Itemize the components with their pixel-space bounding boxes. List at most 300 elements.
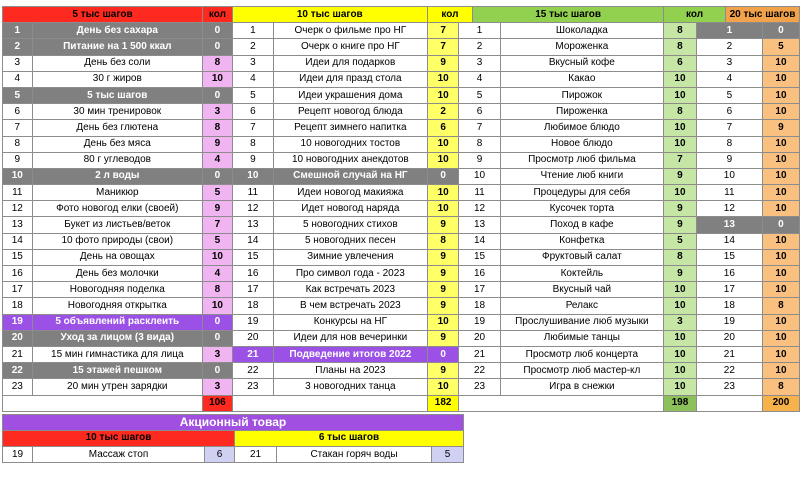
count-10k[interactable]: 9 [427, 363, 459, 379]
row-num-15k: 21 [459, 346, 500, 362]
row-num-10k: 17 [232, 282, 273, 298]
task-5k[interactable]: Букет из листьев/веток [32, 217, 203, 233]
promo-row [3, 447, 464, 463]
count-15k[interactable]: 10 [664, 120, 697, 136]
row-num-20k: 9 [696, 152, 762, 168]
task-5k[interactable]: 30 мин тренировок [32, 104, 203, 120]
count-5k[interactable]: 4 [203, 266, 233, 282]
task-15k[interactable]: Коктейль [500, 266, 664, 282]
count-20k[interactable]: 10 [762, 55, 799, 71]
count-10k[interactable]: 10 [427, 87, 459, 103]
row-num-15k: 17 [459, 282, 500, 298]
row-num-10k: 2 [232, 39, 273, 55]
totals-spacer-5k [3, 395, 203, 411]
count-5k[interactable]: 10 [203, 71, 233, 87]
row-num-20k: 4 [696, 71, 762, 87]
total-10k: 182 [427, 395, 459, 411]
row-num-10k: 14 [232, 233, 273, 249]
header-15k: 15 тыс шагов [473, 7, 664, 23]
count-20k[interactable]: 8 [762, 379, 799, 395]
count-5k[interactable]: 5 [203, 185, 233, 201]
task-10k[interactable]: Идеи для подарков [273, 55, 427, 71]
count-5k[interactable]: 10 [203, 249, 233, 265]
row-num-10k: 9 [232, 152, 273, 168]
count-5k[interactable]: 3 [203, 379, 233, 395]
task-5k[interactable]: День на овощах [32, 249, 203, 265]
row-num-10k: 5 [232, 87, 273, 103]
task-5k[interactable]: Новогодняя поделка [32, 282, 203, 298]
count-20k[interactable]: 10 [762, 185, 799, 201]
row-num-5k: 14 [3, 233, 33, 249]
count-10k[interactable]: 9 [427, 217, 459, 233]
row-num-20k: 7 [696, 120, 762, 136]
task-5k[interactable]: 20 мин утрен зарядки [32, 379, 203, 395]
task-5k[interactable]: 2 л воды [32, 168, 203, 184]
task-5k[interactable]: День без сахара [32, 23, 203, 39]
count-20k[interactable]: 5 [762, 39, 799, 55]
row-num-15k: 1 [459, 23, 500, 39]
count-15k[interactable]: 9 [664, 201, 697, 217]
row-num-15k: 15 [459, 249, 500, 265]
count-15k[interactable]: 10 [664, 379, 697, 395]
task-5k[interactable]: 5 объявлений расклеить [32, 314, 203, 330]
count-15k[interactable]: 9 [664, 168, 697, 184]
count-5k[interactable]: 3 [203, 346, 233, 362]
table-row [3, 217, 800, 233]
row-num-5k: 5 [3, 87, 33, 103]
task-10k[interactable]: Идеи украшения дома [273, 87, 427, 103]
row-num-5k: 13 [3, 217, 33, 233]
count-15k[interactable]: 10 [664, 185, 697, 201]
row-num-20k: 6 [696, 104, 762, 120]
table-row [3, 39, 800, 55]
task-10k[interactable]: 10 новогодних анекдотов [273, 152, 427, 168]
count-15k[interactable]: 10 [664, 298, 697, 314]
row-num-20k: 13 [696, 217, 762, 233]
task-10k[interactable]: Идеи для празд стола [273, 71, 427, 87]
row-num-10k: 8 [232, 136, 273, 152]
row-num-10k: 16 [232, 266, 273, 282]
count-15k[interactable]: 8 [664, 104, 697, 120]
row-num-20k: 19 [696, 314, 762, 330]
count-10k[interactable]: 9 [427, 55, 459, 71]
row-num-15k: 20 [459, 330, 500, 346]
task-10k[interactable]: Подведение итогов 2022 [273, 346, 427, 362]
row-num-15k: 22 [459, 363, 500, 379]
row-num-20k: 3 [696, 55, 762, 71]
task-15k[interactable]: Просмотр люб мастер-кл [500, 363, 664, 379]
count-10k[interactable]: 10 [427, 314, 459, 330]
row-num-5k: 7 [3, 120, 33, 136]
count-10k[interactable]: 0 [427, 168, 459, 184]
count-5k[interactable]: 0 [203, 314, 233, 330]
count-5k[interactable]: 3 [203, 104, 233, 120]
task-10k[interactable]: 3 новогодних танца [273, 379, 427, 395]
task-10k[interactable]: Зимние увлечения [273, 249, 427, 265]
table-row [3, 379, 800, 395]
count-10k[interactable]: 10 [427, 185, 459, 201]
task-15k[interactable]: Прослушивание люб музыки [500, 314, 664, 330]
task-10k[interactable]: Рецепт новогод блюда [273, 104, 427, 120]
count-15k[interactable]: 10 [664, 330, 697, 346]
count-15k[interactable]: 9 [664, 266, 697, 282]
table-row [3, 104, 800, 120]
count-15k[interactable]: 10 [664, 363, 697, 379]
count-20k[interactable]: 10 [762, 314, 799, 330]
row-num-20k: 2 [696, 39, 762, 55]
row-num-5k: 3 [3, 55, 33, 71]
row-num-15k: 13 [459, 217, 500, 233]
count-20k[interactable]: 0 [762, 23, 799, 39]
header-20k: 20 тыс шагов [726, 7, 800, 23]
row-num-15k: 4 [459, 71, 500, 87]
row-num-10k: 7 [232, 120, 273, 136]
count-20k[interactable]: 10 [762, 201, 799, 217]
row-num-15k: 16 [459, 266, 500, 282]
promo-item1-num: 19 [3, 447, 33, 463]
row-num-5k: 6 [3, 104, 33, 120]
row-num-5k: 15 [3, 249, 33, 265]
row-num-20k: 22 [696, 363, 762, 379]
count-20k[interactable]: 10 [762, 346, 799, 362]
total-20k: 200 [762, 395, 799, 411]
row-num-10k: 12 [232, 201, 273, 217]
count-5k[interactable]: 8 [203, 120, 233, 136]
count-15k[interactable]: 10 [664, 346, 697, 362]
count-10k[interactable]: 10 [427, 379, 459, 395]
task-15k[interactable]: Шоколадка [500, 23, 664, 39]
row-num-5k: 12 [3, 201, 33, 217]
task-15k[interactable]: Просмотр люб фильма [500, 152, 664, 168]
row-num-5k: 9 [3, 152, 33, 168]
row-num-10k: 20 [232, 330, 273, 346]
row-num-15k: 10 [459, 168, 500, 184]
row-num-15k: 19 [459, 314, 500, 330]
task-15k[interactable]: Просмотр люб концерта [500, 346, 664, 362]
row-num-20k: 16 [696, 266, 762, 282]
row-num-15k: 8 [459, 136, 500, 152]
count-15k[interactable]: 9 [664, 217, 697, 233]
task-5k[interactable]: 30 г жиров [32, 71, 203, 87]
row-num-15k: 11 [459, 185, 500, 201]
task-10k[interactable]: Как встречать 2023 [273, 282, 427, 298]
count-10k[interactable]: 0 [427, 346, 459, 362]
count-5k[interactable]: 7 [203, 217, 233, 233]
row-num-20k: 15 [696, 249, 762, 265]
row-num-5k: 17 [3, 282, 33, 298]
count-10k[interactable]: 2 [427, 104, 459, 120]
task-15k[interactable]: Процедуры для себя [500, 185, 664, 201]
count-10k[interactable]: 9 [427, 282, 459, 298]
count-20k[interactable]: 10 [762, 233, 799, 249]
row-num-20k: 8 [696, 136, 762, 152]
count-15k[interactable]: 5 [664, 233, 697, 249]
row-num-5k: 1 [3, 23, 33, 39]
row-num-10k: 13 [232, 217, 273, 233]
count-10k[interactable]: 10 [427, 136, 459, 152]
count-20k[interactable]: 10 [762, 249, 799, 265]
row-num-10k: 23 [232, 379, 273, 395]
row-num-10k: 11 [232, 185, 273, 201]
task-15k[interactable]: Игра в снежки [500, 379, 664, 395]
table-row [3, 298, 800, 314]
row-num-5k: 18 [3, 298, 33, 314]
task-5k[interactable]: Уход за лицом (3 вида) [32, 330, 203, 346]
table-row [3, 120, 800, 136]
row-num-20k: 23 [696, 379, 762, 395]
task-5k[interactable]: 10 фото природы (свои) [32, 233, 203, 249]
row-num-15k: 3 [459, 55, 500, 71]
row-num-10k: 6 [232, 104, 273, 120]
count-15k[interactable]: 8 [664, 39, 697, 55]
task-15k[interactable]: Новое блюдо [500, 136, 664, 152]
task-5k[interactable]: Фото новогод елки (своей) [32, 201, 203, 217]
row-num-20k: 11 [696, 185, 762, 201]
row-num-15k: 6 [459, 104, 500, 120]
count-5k[interactable]: 8 [203, 55, 233, 71]
count-15k[interactable]: 7 [664, 152, 697, 168]
count-15k[interactable]: 8 [664, 249, 697, 265]
count-5k[interactable]: 0 [203, 168, 233, 184]
row-num-20k: 10 [696, 168, 762, 184]
row-num-20k: 1 [696, 23, 762, 39]
count-5k[interactable]: 9 [203, 201, 233, 217]
row-num-10k: 10 [232, 168, 273, 184]
task-10k[interactable]: 10 новогодних тостов [273, 136, 427, 152]
task-5k[interactable]: День без молочки [32, 266, 203, 282]
table-row [3, 266, 800, 282]
count-15k[interactable]: 6 [664, 55, 697, 71]
task-10k[interactable]: Идеи новогод макияжа [273, 185, 427, 201]
task-5k[interactable]: 15 мин гимнастика для лица [32, 346, 203, 362]
task-10k[interactable]: Про символ года - 2023 [273, 266, 427, 282]
task-10k[interactable]: Рецепт зимнего напитка [273, 120, 427, 136]
row-num-5k: 4 [3, 71, 33, 87]
count-20k[interactable]: 10 [762, 136, 799, 152]
count-15k[interactable]: 3 [664, 314, 697, 330]
count-15k[interactable]: 8 [664, 23, 697, 39]
promo-item1-count[interactable]: 6 [205, 447, 235, 463]
count-15k[interactable]: 10 [664, 87, 697, 103]
task-15k[interactable]: Любимое блюдо [500, 120, 664, 136]
task-5k[interactable]: 80 г углеводов [32, 152, 203, 168]
count-10k[interactable]: 10 [427, 201, 459, 217]
count-10k[interactable]: 6 [427, 120, 459, 136]
task-10k[interactable]: Очерк о фильме про НГ [273, 23, 427, 39]
count-20k[interactable]: 10 [762, 87, 799, 103]
promo-item2-text[interactable]: Стакан горяч воды [277, 447, 432, 463]
count-20k[interactable]: 10 [762, 266, 799, 282]
count-10k[interactable]: 7 [427, 39, 459, 55]
row-num-10k: 21 [232, 346, 273, 362]
row-num-20k: 18 [696, 298, 762, 314]
task-15k[interactable]: Конфетка [500, 233, 664, 249]
count-10k[interactable]: 9 [427, 298, 459, 314]
task-5k[interactable]: День без соли [32, 55, 203, 71]
row-num-5k: 16 [3, 266, 33, 282]
task-10k[interactable]: 5 новогодних стихов [273, 217, 427, 233]
task-15k[interactable]: Мороженка [500, 39, 664, 55]
row-num-15k: 2 [459, 39, 500, 55]
row-num-5k: 2 [3, 39, 33, 55]
table-row [3, 330, 800, 346]
task-10k[interactable]: В чем встречать 2023 [273, 298, 427, 314]
count-20k[interactable]: 10 [762, 330, 799, 346]
row-num-15k: 18 [459, 298, 500, 314]
row-num-5k: 10 [3, 168, 33, 184]
promo-table [2, 414, 464, 464]
task-15k[interactable]: Фруктовый салат [500, 249, 664, 265]
row-num-10k: 1 [232, 23, 273, 39]
table-row [3, 185, 800, 201]
count-5k[interactable]: 5 [203, 233, 233, 249]
row-num-15k: 9 [459, 152, 500, 168]
task-5k[interactable]: 5 тыс шагов [32, 87, 203, 103]
header-row [3, 7, 800, 23]
count-10k[interactable]: 9 [427, 330, 459, 346]
count-10k[interactable]: 9 [427, 249, 459, 265]
row-num-20k: 14 [696, 233, 762, 249]
count-20k[interactable]: 10 [762, 168, 799, 184]
table-row [3, 346, 800, 362]
count-10k[interactable]: 8 [427, 233, 459, 249]
task-15k[interactable]: Какао [500, 71, 664, 87]
count-5k[interactable]: 0 [203, 363, 233, 379]
count-5k[interactable]: 0 [203, 23, 233, 39]
count-10k[interactable]: 7 [427, 23, 459, 39]
row-num-10k: 4 [232, 71, 273, 87]
count-10k[interactable]: 10 [427, 71, 459, 87]
row-num-5k: 21 [3, 346, 33, 362]
task-10k[interactable]: Планы на 2023 [273, 363, 427, 379]
table-row [3, 249, 800, 265]
count-5k[interactable]: 0 [203, 87, 233, 103]
count-20k[interactable]: 0 [762, 217, 799, 233]
header-kol-15k: кол [664, 7, 726, 23]
count-20k[interactable]: 10 [762, 152, 799, 168]
count-5k[interactable]: 0 [203, 39, 233, 55]
task-10k[interactable]: Идет новогод наряда [273, 201, 427, 217]
total-5k: 106 [203, 395, 233, 411]
count-20k[interactable]: 10 [762, 363, 799, 379]
totals-spacer-10k [232, 395, 427, 411]
task-15k[interactable]: Поход в кафе [500, 217, 664, 233]
promo-banner: Акционный товар [3, 414, 464, 430]
count-5k[interactable]: 8 [203, 282, 233, 298]
row-num-20k: 12 [696, 201, 762, 217]
count-15k[interactable]: 10 [664, 282, 697, 298]
count-5k[interactable]: 10 [203, 298, 233, 314]
task-15k[interactable]: Чтение люб книги [500, 168, 664, 184]
count-5k[interactable]: 0 [203, 330, 233, 346]
task-5k[interactable]: Маникюр [32, 185, 203, 201]
promo-header-10k: 10 тыс шагов [3, 430, 235, 446]
totals-row [3, 395, 800, 411]
row-num-5k: 11 [3, 185, 33, 201]
task-15k[interactable]: Кусочек торта [500, 201, 664, 217]
row-num-20k: 21 [696, 346, 762, 362]
totals-spacer-20k [696, 395, 762, 411]
task-10k[interactable]: Очерк о книге про НГ [273, 39, 427, 55]
row-num-5k: 20 [3, 330, 33, 346]
table-row [3, 282, 800, 298]
task-15k[interactable]: Пирожок [500, 87, 664, 103]
row-num-10k: 19 [232, 314, 273, 330]
count-5k[interactable]: 9 [203, 136, 233, 152]
header-5k: 5 тыс шагов [3, 7, 203, 23]
table-row [3, 87, 800, 103]
task-15k[interactable]: Релакс [500, 298, 664, 314]
promo-item1-text[interactable]: Массаж стоп [33, 447, 205, 463]
promo-header-6k: 6 тыс шагов [235, 430, 464, 446]
totals-spacer-15k [459, 395, 664, 411]
total-15k: 198 [664, 395, 697, 411]
table-row [3, 55, 800, 71]
row-num-10k: 18 [232, 298, 273, 314]
row-num-10k: 15 [232, 249, 273, 265]
header-kol-5k: кол [203, 7, 233, 23]
count-20k[interactable]: 10 [762, 71, 799, 87]
challenge-table [2, 6, 800, 412]
row-num-15k: 7 [459, 120, 500, 136]
count-20k[interactable]: 9 [762, 120, 799, 136]
task-15k[interactable]: Вкусный чай [500, 282, 664, 298]
row-num-20k: 20 [696, 330, 762, 346]
table-row [3, 201, 800, 217]
task-15k[interactable]: Пироженка [500, 104, 664, 120]
header-10k: 10 тыс шагов [232, 7, 427, 23]
count-15k[interactable]: 10 [664, 71, 697, 87]
row-num-10k: 22 [232, 363, 273, 379]
row-num-20k: 5 [696, 87, 762, 103]
task-5k[interactable]: 15 этажей пешком [32, 363, 203, 379]
promo-item2-num: 21 [235, 447, 277, 463]
task-5k[interactable]: Питание на 1 500 ккал [32, 39, 203, 55]
count-10k[interactable]: 10 [427, 152, 459, 168]
task-10k[interactable]: Конкурсы на НГ [273, 314, 427, 330]
row-num-10k: 3 [232, 55, 273, 71]
row-num-20k: 17 [696, 282, 762, 298]
count-20k[interactable]: 10 [762, 104, 799, 120]
table-row [3, 23, 800, 39]
row-num-5k: 8 [3, 136, 33, 152]
task-10k[interactable]: 5 новогодних песен [273, 233, 427, 249]
table-row [3, 136, 800, 152]
task-5k[interactable]: День без мяса [32, 136, 203, 152]
header-kol-10k: кол [427, 7, 472, 23]
count-5k[interactable]: 4 [203, 152, 233, 168]
count-20k[interactable]: 10 [762, 282, 799, 298]
count-20k[interactable]: 8 [762, 298, 799, 314]
count-15k[interactable]: 10 [664, 136, 697, 152]
count-10k[interactable]: 9 [427, 266, 459, 282]
row-num-5k: 22 [3, 363, 33, 379]
task-5k[interactable]: День без глютена [32, 120, 203, 136]
task-10k[interactable]: Смешной случай на НГ [273, 168, 427, 184]
row-num-15k: 12 [459, 201, 500, 217]
table-row [3, 363, 800, 379]
task-10k[interactable]: Идеи для нов вечеринки [273, 330, 427, 346]
table-row [3, 233, 800, 249]
row-num-5k: 19 [3, 314, 33, 330]
promo-item2-count[interactable]: 5 [432, 447, 464, 463]
row-num-15k: 14 [459, 233, 500, 249]
row-num-15k: 5 [459, 87, 500, 103]
row-num-5k: 23 [3, 379, 33, 395]
task-15k[interactable]: Вкусный кофе [500, 55, 664, 71]
task-5k[interactable]: Новогодняя открытка [32, 298, 203, 314]
task-15k[interactable]: Любимые танцы [500, 330, 664, 346]
